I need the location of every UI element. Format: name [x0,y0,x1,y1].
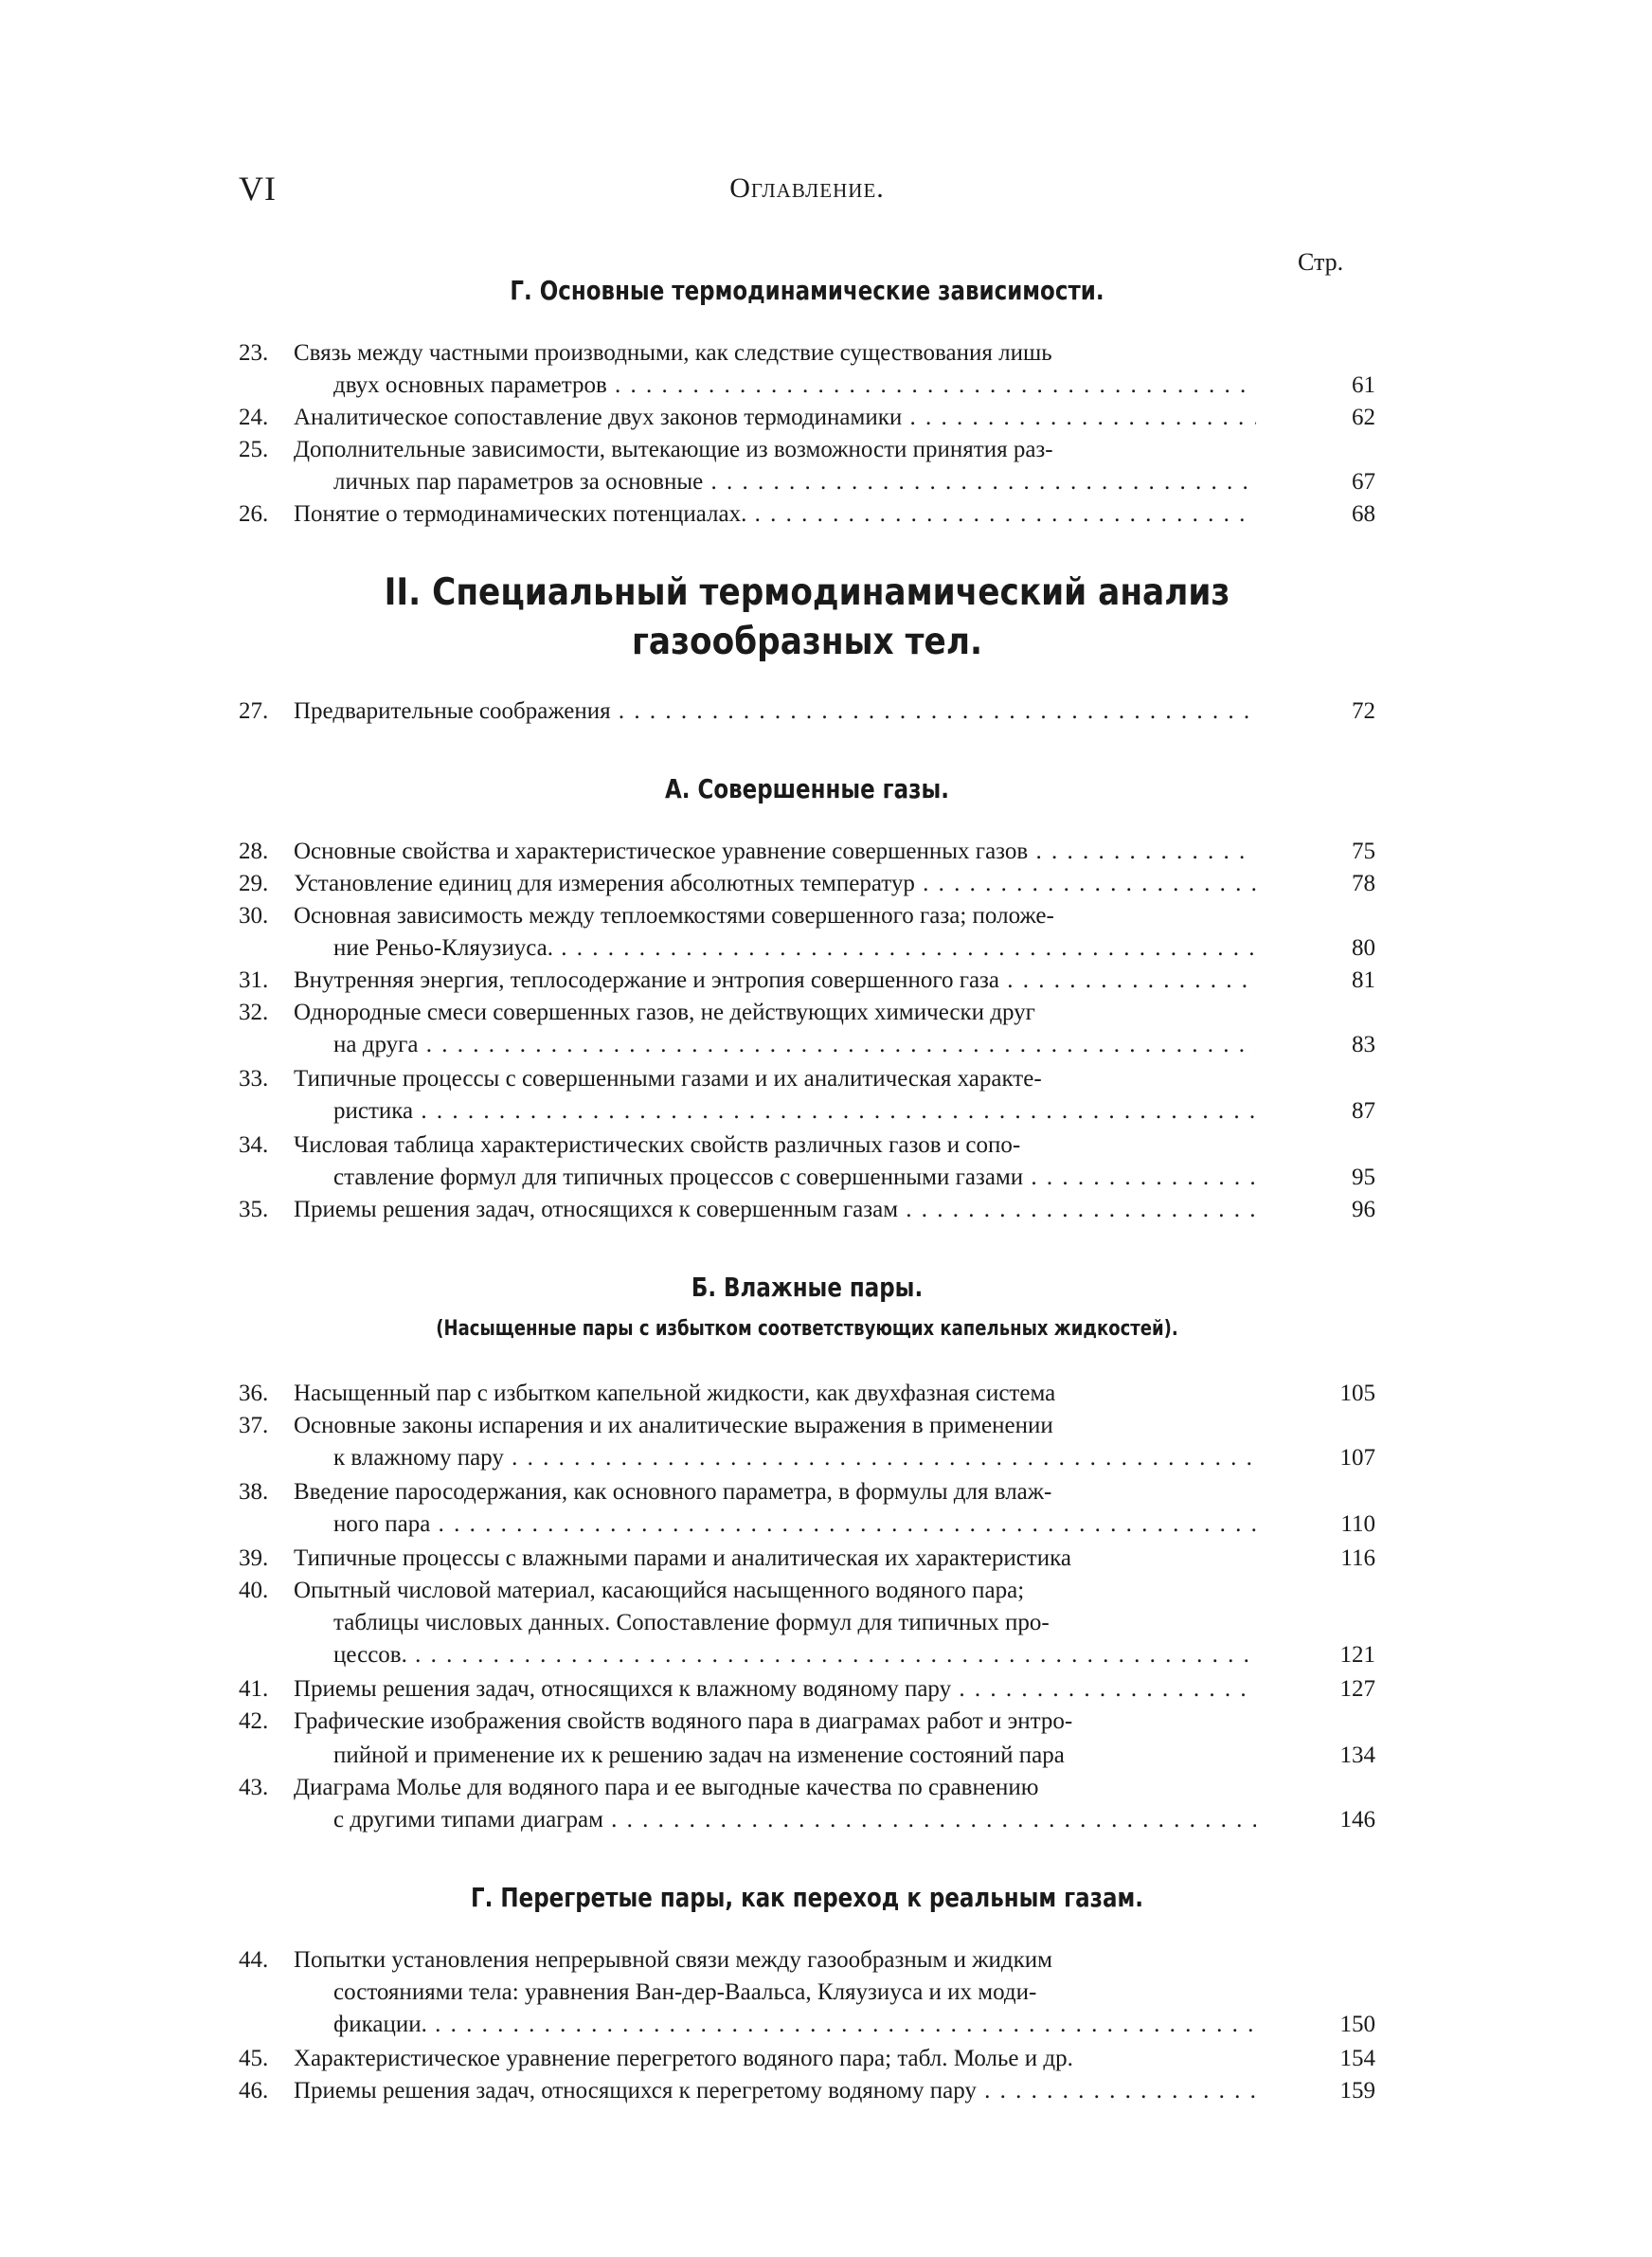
toc-entry[interactable] [239,868,1375,900]
entry-page: 75 [1352,839,1375,864]
entry-number: 24. [239,405,269,430]
entry-title: Характеристическое уравнение перегретого водяного пара; табл. Молье и др. [294,2046,1073,2071]
entry-page: 87 [1352,1098,1375,1124]
section-title: Г. Перегретые пары, как переход к реальным газам. [471,1882,1143,1913]
running-title: Оглавление. [729,172,885,204]
entry-number: 32. [239,1000,269,1025]
toc-entry[interactable] [239,1575,1375,1607]
entry-title: Понятие о термодинамических потенциалах. . . . [294,498,1256,531]
toc-entry-continuation[interactable] [239,1162,1375,1194]
entry-page: 105 [1339,1381,1375,1406]
toc-entry-continuation[interactable] [239,1095,1375,1128]
entry-title: Внутренняя энергия, теплосодержание и энтропия совершенного газа . . . [294,965,1256,997]
entry-number: 27. [239,698,269,724]
toc-entry[interactable] [239,1378,1375,1410]
entry-page: 61 [1352,372,1375,398]
entry-number: 23. [239,340,269,366]
entry-page: 81 [1352,967,1375,993]
entry-number: 37. [239,1413,269,1438]
toc-entry-continuation[interactable] [239,1442,1375,1474]
toc-entry-continuation[interactable] [239,1607,1375,1639]
entry-title: Приемы решения задач, относящихся к влажному водяному пару . . . [294,1673,1256,1706]
entry-title: таблицы числовых данных. Сопоставление формул для типичных про- [333,1610,1050,1635]
toc-entry-continuation[interactable] [239,466,1375,498]
entry-page: 110 [1340,1511,1375,1537]
toc-entry-continuation[interactable] [239,1029,1375,1061]
entry-number: 39. [239,1545,269,1571]
toc-entry[interactable] [239,337,1375,370]
entry-page: 68 [1352,501,1375,527]
entry-title: к влажному пару . . . [333,1442,1256,1474]
entry-title: Аналитическое сопоставление двух законов термодинамики . . . [294,402,1256,434]
entry-page: 72 [1352,698,1375,724]
entry-number: 25. [239,437,269,462]
entry-page: 121 [1339,1642,1375,1668]
entry-number: 26. [239,501,269,527]
entry-title: цессов. . . . [333,1639,1256,1671]
toc-entry[interactable] [239,1772,1375,1804]
entry-page: 95 [1352,1165,1375,1190]
entry-title: пийной и применение их к решению задач на изменение состояний пара [333,1742,1065,1768]
entry-title: ние Реньо-Кляузиуса. . . . [333,932,1256,965]
entry-number: 28. [239,839,269,864]
entry-page: 146 [1339,1807,1375,1833]
entry-page: 107 [1339,1445,1375,1471]
toc-entry[interactable] [239,695,1375,728]
entry-title: Введение паросодержания, как основного параметра, в формулы для влаж- [294,1479,1052,1505]
section-title: Г. Основные термодинамические зависимости. [510,275,1104,306]
entry-title: Графические изображения свойств водяного пара в диаграмах работ и энтро- [294,1708,1073,1734]
entry-title: с другими типами диаграм . . . [333,1804,1256,1836]
entry-page: 150 [1339,2012,1375,2037]
entry-title: Типичные процессы с совершенными газами и их аналитическая характе- [294,1066,1042,1092]
section-title: Б. Влажные пары. [691,1272,924,1303]
entry-page: 83 [1352,1032,1375,1057]
entry-number: 35. [239,1197,269,1222]
entry-number: 44. [239,1947,269,1973]
entry-page: 96 [1352,1197,1375,1222]
entry-title: ного пара . . . [333,1508,1256,1541]
entry-page: 62 [1352,405,1375,430]
entry-title: фикации. . . . [333,2009,1256,2041]
toc-entry-continuation[interactable] [239,1804,1375,1836]
entry-number: 45. [239,2046,269,2071]
toc-entry-continuation[interactable] [239,1508,1375,1541]
entry-title: Приемы решения задач, относящихся к перегретому водяному пару . . . [294,2075,1256,2107]
entry-title: ристика . . . [333,1095,1256,1128]
entry-page: 80 [1352,935,1375,961]
entry-title: Попытки установления непрерывной связи между газообразным и жидким [294,1947,1052,1973]
toc-entry[interactable] [239,1129,1375,1162]
toc-entry[interactable] [239,1706,1375,1738]
entry-number: 40. [239,1578,269,1603]
entry-number: 42. [239,1708,269,1734]
entry-number: 34. [239,1132,269,1158]
entry-number: 41. [239,1676,269,1702]
entry-number: 31. [239,967,269,993]
entry-title: Однородные смеси совершенных газов, не действующих химически друг [294,1000,1035,1025]
entry-number: 30. [239,903,269,929]
entry-title: на друга . . . [333,1029,1256,1061]
entry-title: Предварительные соображения . . . [294,695,1256,728]
part-title-line: газообразных тел. [631,621,982,663]
entry-page: 78 [1352,871,1375,896]
entry-title: Основная зависимость между теплоемкостями совершенного газа; положе- [294,903,1054,929]
entry-page: 116 [1340,1545,1375,1571]
toc-entry[interactable] [239,498,1375,531]
section-subtitle: (Насыщенные пары с избытком соответствующих капельных жидкостей). [436,1317,1178,1341]
page-number: VI [239,170,277,208]
toc-entry[interactable] [239,1944,1375,1977]
toc-entry[interactable] [239,1476,1375,1508]
entry-number: 43. [239,1775,269,1800]
entry-title: Приемы решения задач, относящихся к совершенным газам . . . [294,1194,1256,1226]
entry-title: личных пар параметров за основные . . . [333,466,1256,498]
entry-title: Диаграма Молье для водяного пара и ее выгодные качества по сравнению [294,1775,1039,1800]
entry-title: Связь между частными производными, как следствие существования лишь [294,340,1052,366]
toc-entry[interactable] [239,1673,1375,1706]
entry-page: 67 [1352,469,1375,495]
running-head [239,169,1375,216]
entry-number: 36. [239,1381,269,1406]
entry-title: Основные законы испарения и их аналитические выражения в применении [294,1413,1053,1438]
entry-number: 29. [239,871,269,896]
toc-entry[interactable] [239,1194,1375,1226]
toc-entry-continuation[interactable] [239,932,1375,965]
entry-title: Числовая таблица характеристических свойств различных газов и сопо- [294,1132,1021,1158]
entry-number: 46. [239,2078,269,2104]
toc-entry-continuation[interactable] [239,1639,1375,1671]
toc-entry[interactable] [239,1543,1375,1575]
entry-page: 134 [1339,1742,1375,1768]
toc-entry[interactable] [239,2043,1375,2075]
toc-entry-continuation[interactable] [239,1740,1375,1772]
entry-title: Дополнительные зависимости, вытекающие из возможности принятия раз- [294,437,1053,462]
entry-page: 159 [1339,2078,1375,2104]
toc-entry-continuation[interactable] [239,2009,1375,2041]
toc-entry[interactable] [239,836,1375,868]
entry-page: 154 [1339,2046,1375,2071]
page-column-label: Стр. [1298,248,1344,276]
entry-title: двух основных параметров . . . [333,370,1256,402]
entry-number: 33. [239,1066,269,1092]
toc-entry[interactable] [239,1063,1375,1095]
entry-page: 127 [1339,1676,1375,1702]
entry-title: Основные свойства и характеристическое уравнение совершенных газов . . . [294,836,1256,868]
entry-title: Типичные процессы с влажными парами и аналитическая их характеристика [294,1545,1071,1571]
entry-number: 38. [239,1479,269,1505]
toc-entry[interactable] [239,2075,1375,2107]
toc-entry-continuation[interactable] [239,370,1375,402]
entry-title: ставление формул для типичных процессов с совершенными газами . . . [333,1162,1256,1194]
toc-entry-continuation[interactable] [239,1977,1375,2009]
entry-title: Опытный числовой материал, касающийся насыщенного водяного пара; [294,1578,1025,1603]
entry-title: Установление единиц для измерения абсолютных температур . . . [294,868,1256,900]
toc-entry[interactable] [239,1410,1375,1442]
toc-entry[interactable] [239,965,1375,997]
entry-title: состояниями тела: уравнения Ван-дер-Ваальса, Кляузиуса и их моди- [333,1979,1037,2005]
section-title: А. Совершенные газы. [665,773,949,804]
toc-entry[interactable] [239,434,1375,466]
part-title [307,569,1307,667]
part-title-line: II. Специальный термодинамический анализ [384,571,1230,614]
entry-title: Насыщенный пар с избытком капельной жидкости, как двухфазная система [294,1381,1056,1406]
toc-entry[interactable] [239,402,1375,434]
toc-entry[interactable] [239,997,1375,1029]
toc-entry[interactable] [239,900,1375,932]
